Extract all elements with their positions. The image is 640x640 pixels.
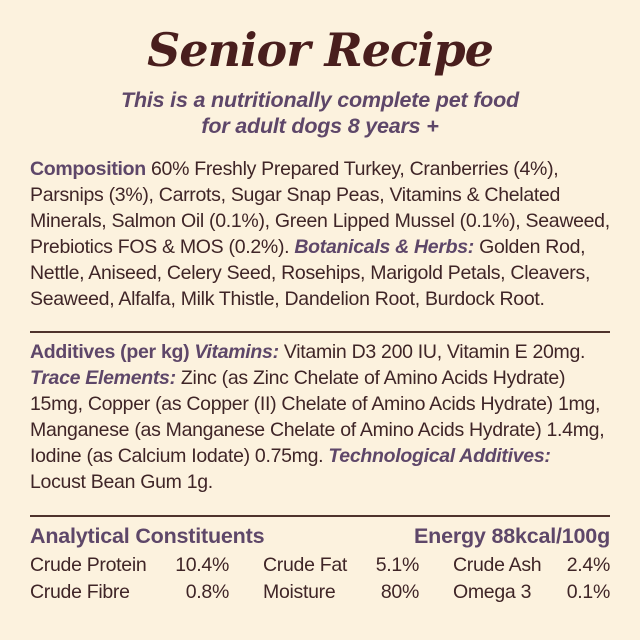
divider-bottom xyxy=(30,515,610,517)
nutrition-statement-line2: for adult dogs 8 years + xyxy=(201,113,439,138)
constituent-value: 10.4% xyxy=(175,553,229,576)
vitamins-heading: Vitamins: xyxy=(194,341,279,364)
analytical-column-3 xyxy=(453,552,610,606)
constituent-value: 2.4% xyxy=(566,553,610,576)
nutrition-statement xyxy=(30,87,610,139)
constituent-label: Moisture xyxy=(263,580,336,603)
botanicals-herbs-text: Golden Rod, Nettle, Aniseed, Celery Seed, Rosehips, Marigold Petals, Cleavers, Seaweed, Alfalfa, Milk Thistle, Dandelion Root, Burdock Root. xyxy=(30,235,591,310)
table-row xyxy=(453,579,610,606)
table-row xyxy=(263,552,419,579)
table-row xyxy=(263,579,419,606)
constituent-value: 5.1% xyxy=(375,553,419,576)
constituent-value: 80% xyxy=(380,580,419,603)
constituent-label: Crude Fat xyxy=(263,553,348,576)
constituent-value: 0.1% xyxy=(566,580,610,603)
technological-additives-text: Locust Bean Gum 1g. xyxy=(30,471,213,494)
table-row xyxy=(30,552,229,579)
constituent-value: 0.8% xyxy=(185,580,229,603)
composition-paragraph xyxy=(30,156,610,312)
divider-top xyxy=(30,331,610,333)
constituent-label: Crude Ash xyxy=(453,553,542,576)
constituent-label: Crude Fibre xyxy=(30,580,130,603)
analytical-table xyxy=(30,552,610,606)
analytical-column-2 xyxy=(263,552,419,606)
additives-heading: Additives (per kg) xyxy=(30,341,190,364)
additives-paragraph xyxy=(30,339,610,495)
nutrition-statement-line1: This is a nutritionally complete pet food xyxy=(121,87,519,112)
recipe-title: Senior Recipe xyxy=(147,23,493,77)
trace-elements-heading: Trace Elements: xyxy=(30,367,176,390)
botanicals-herbs-heading: Botanicals & Herbs: xyxy=(294,235,474,258)
technological-additives-heading: Technological Additives: xyxy=(328,445,551,468)
analytical-column-1 xyxy=(30,552,229,606)
composition-text: 60% Freshly Prepared Turkey, Cranberries (4%), Parsnips (3%), Carrots, Sugar Snap Peas, Vitamins & Chelated Minerals, Salmon Oil (0.1%), Green Lipped Mussel (0.1%), Seaweed, Prebiotics FOS & MOS (0.2%). xyxy=(30,157,610,258)
composition-heading: Composition xyxy=(30,157,146,180)
analytical-constituents-heading: Analytical Constituents xyxy=(30,523,265,548)
constituent-label: Crude Protein xyxy=(30,553,147,576)
constituent-label: Omega 3 xyxy=(453,580,532,603)
table-row xyxy=(30,579,229,606)
trace-elements-text: Zinc (as Zinc Chelate of Amino Acids Hydrate) 15mg, Copper (as Copper (II) Chelate of Amino Acids Hydrate) 1mg, Manganese (as Manganese Chelate of Amino Acids Hydrate) 1.4mg, Iodine (as Calcium Iodate) 0.75mg. xyxy=(30,367,605,468)
analytical-header xyxy=(30,523,610,550)
vitamins-text: Vitamin D3 200 IU, Vitamin E 20mg. xyxy=(283,341,586,364)
energy-value: Energy 88kcal/100g xyxy=(414,523,610,548)
table-row xyxy=(453,552,610,579)
